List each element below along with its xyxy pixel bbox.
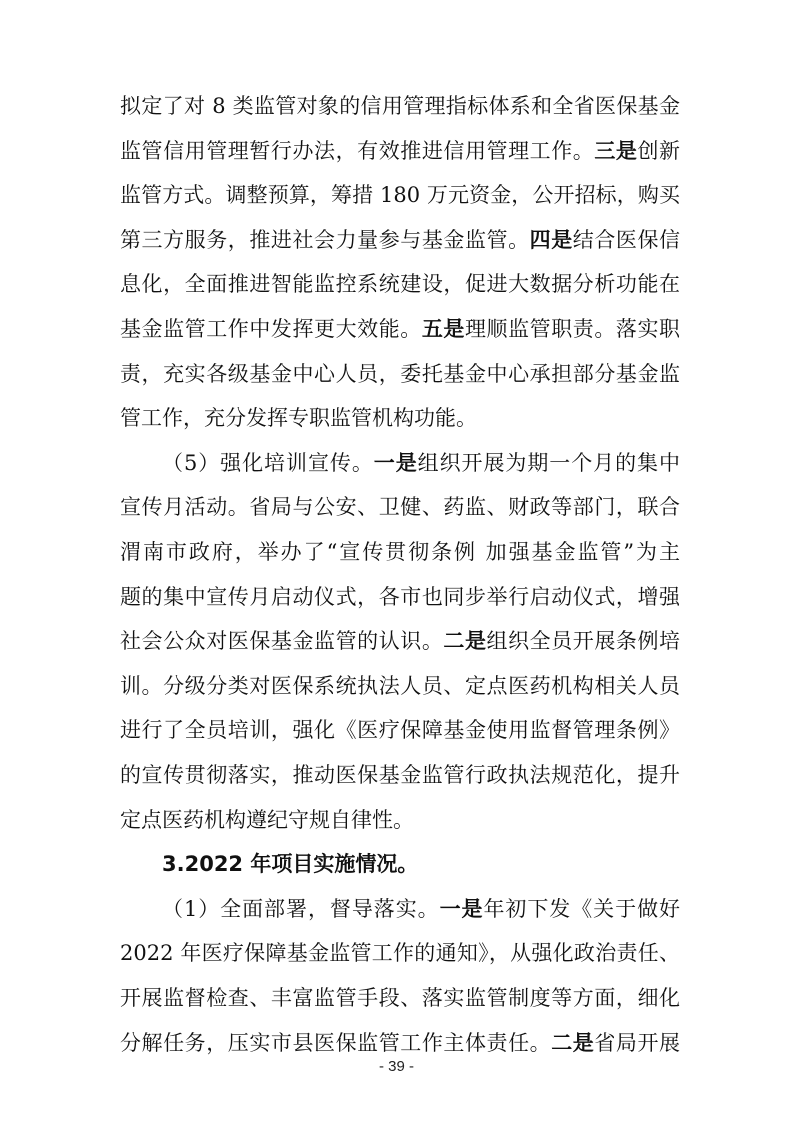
text-span: 结合医保信	[572, 227, 681, 252]
text-line	[120, 583, 680, 611]
text-span: 创新	[637, 138, 681, 163]
text-span: 息化，全面推进智能监控系统建设，促进大数据分析功能在	[120, 272, 680, 297]
text-line	[120, 672, 680, 700]
text-line	[120, 806, 680, 834]
bold-emphasis: 三是	[594, 138, 638, 163]
text-line	[120, 404, 680, 432]
text-line	[120, 181, 680, 209]
text-span: 社会公众对医保基金监管的认识。	[120, 629, 444, 654]
text-line	[120, 538, 680, 566]
text-line	[120, 716, 680, 744]
page-number: - 39 -	[378, 1058, 414, 1075]
section-heading	[162, 850, 680, 878]
text-span: 2022 年医疗保障基金监管工作的通知》，从强化政治责任、	[120, 941, 680, 966]
text-line	[120, 315, 680, 343]
text-line	[120, 137, 680, 165]
text-line	[120, 270, 680, 298]
text-line	[120, 1029, 680, 1057]
text-span: （1）全面部署，督导落实。	[162, 896, 440, 921]
bold-emphasis: 一是	[439, 896, 484, 921]
text-line	[162, 449, 680, 477]
text-line	[120, 360, 680, 388]
bold-emphasis: 一是	[373, 450, 418, 475]
text-span: 组织开展为期一个月的集中	[417, 450, 680, 475]
text-span: 年初下发《关于做好	[483, 896, 681, 921]
text-span: 管工作，充分发挥专职监管机构功能。	[120, 406, 477, 431]
text-span: 拟定了对 8 类监管对象的信用管理指标体系和全省医保基金	[120, 94, 680, 118]
text-line	[120, 226, 680, 254]
text-span: 进行了全员培训，强化《医疗保障基金使用监督管理条例》	[120, 718, 680, 743]
text-line	[120, 761, 680, 789]
text-span: 省局开展	[594, 1030, 681, 1055]
bold-emphasis: 二是	[551, 1030, 595, 1055]
text-span: 责，充实各级基金中心人员，委托基金中心承担部分基金监	[120, 361, 680, 386]
text-span: 定点医药机构遵纪守规自律性。	[120, 807, 414, 832]
text-span: 宣传月活动。省局与公安、卫健、药监、财政等部门，联合	[120, 495, 680, 520]
text-span: 组织全员开展条例培	[486, 629, 681, 654]
text-span: 的宣传贯彻落实，推动医保基金监管行政执法规范化，提升	[120, 763, 680, 787]
bold-emphasis: 四是	[529, 227, 573, 252]
text-span: 训。分级分类对医保系统执法人员、定点医药机构相关人员	[120, 673, 680, 698]
text-line	[120, 984, 680, 1012]
text-line	[120, 627, 680, 655]
text-span: 基金监管工作中发挥更大效能。	[120, 317, 422, 341]
text-line	[162, 895, 680, 923]
text-span: 分解任务，压实市县医保监管工作主体责任。	[120, 1030, 552, 1055]
text-line	[120, 493, 680, 521]
text-line	[120, 939, 680, 967]
text-span: （5）强化培训宣传。	[162, 450, 374, 475]
text-span: 渭南市政府，举办了“宣传贯彻条例 加强基金监管”为主	[120, 540, 680, 564]
bold-emphasis: 五是	[421, 317, 465, 341]
text-span: 监管方式。调整预算，筹措 180 万元资金，公开招标，购买	[120, 183, 680, 208]
bold-emphasis: 二是	[443, 629, 487, 654]
text-span: 开展监督检查、丰富监管手段、落实监管制度等方面，细化	[120, 986, 680, 1010]
text-span: 题的集中宣传月启动仪式，各市也同步举行启动仪式，增强	[120, 584, 680, 609]
text-span: 理顺监管职责。落实职	[464, 317, 681, 341]
text-span: 监管信用管理暂行办法，有效推进信用管理工作。	[120, 138, 595, 163]
bold-emphasis: 3.2022 年项目实施情况。	[162, 852, 419, 877]
text-line	[120, 92, 680, 120]
text-span: 第三方服务，推进社会力量参与基金监管。	[120, 227, 530, 252]
